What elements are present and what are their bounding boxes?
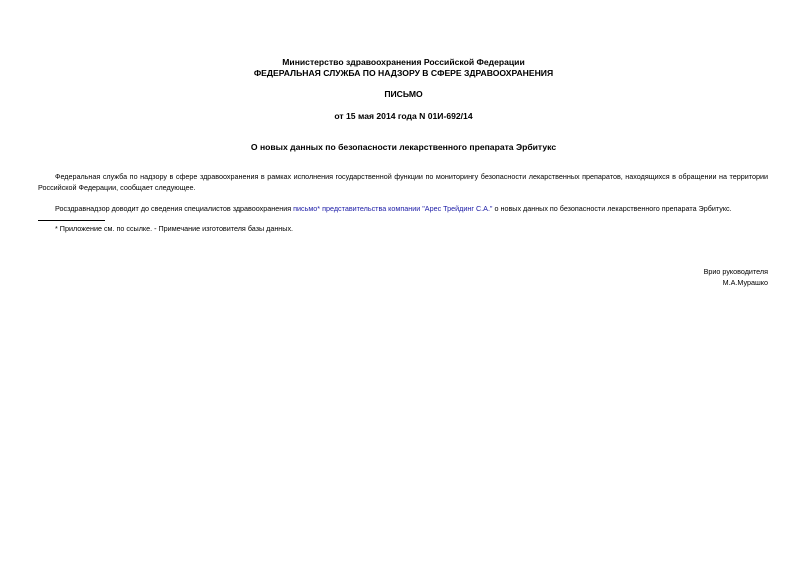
body-paragraph-1: Федеральная служба по надзору в сфере здравоохранения в рамках исполнения государственной функции по мониторингу безопасности лекарственных препаратов, находящихся в обращении на территории Российской Федерации, сообщает следующее. [38,172,768,192]
footnote-divider [38,220,105,221]
document-subject: О новых данных по безопасности лекарственного препарата Эрбитукс [250,142,557,152]
service-heading: ФЕДЕРАЛЬНАЯ СЛУЖБА ПО НАДЗОРУ В СФЕРЕ ЗДРАВООХРАНЕНИЯ [253,68,554,78]
signature-block [704,266,768,288]
ministry-heading: Министерство здравоохранения Российской Федерации [282,57,525,67]
document-date-number: от 15 мая 2014 года N 01И-692/14 [334,111,473,121]
document-type: ПИСЬМО [384,89,423,99]
footnote-text: * Приложение см. по ссылке. - Примечание изготовителя базы данных. [55,224,294,233]
paragraph-2-text-end: о новых данных по безопасности лекарственного препарата Эрбитукс. [492,204,732,213]
signatory-name: М.А.Мурашко [722,278,768,287]
body-paragraph-2 [38,203,768,214]
paragraph-2-text-start: Росздравнадзор доводит до сведения специалистов здравоохранения [55,204,294,213]
signatory-position: Врио руководителя [703,267,768,276]
appendix-letter-link[interactable]: письмо* представительства компании "Арес Трейдинг С.А." [293,204,493,213]
